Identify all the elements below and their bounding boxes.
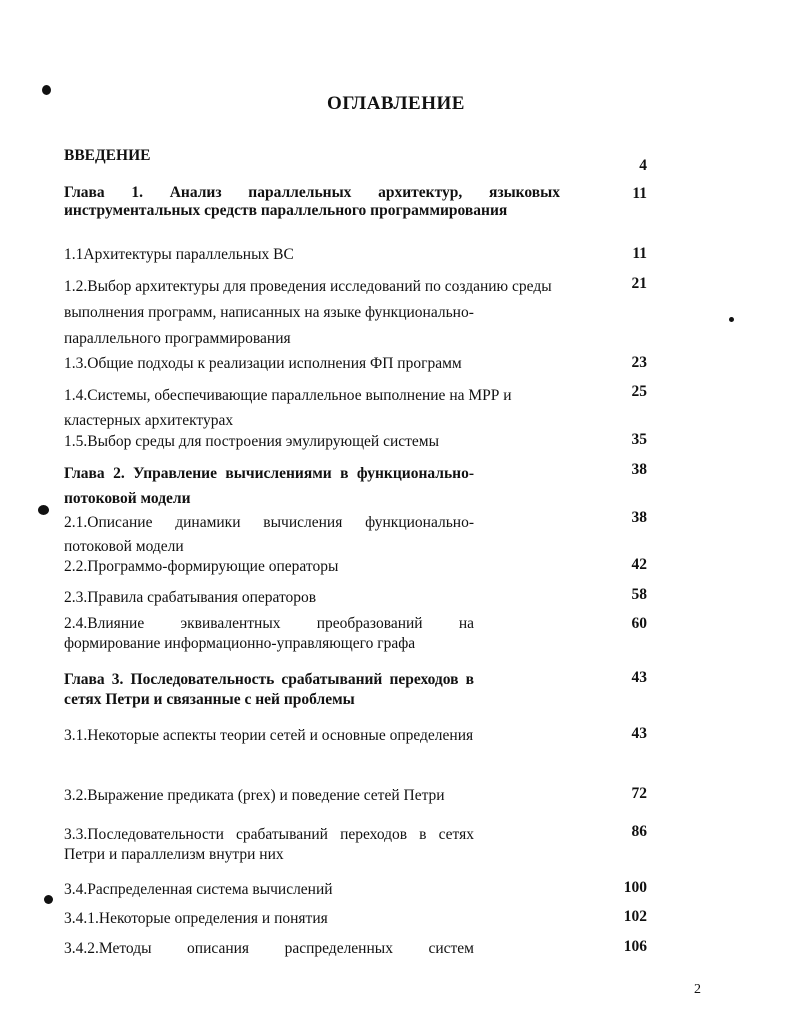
- toc-entry-text: 1.3.Общие подходы к реализации исполнения ФП программ: [64, 355, 462, 372]
- toc-entry-page: 11: [632, 245, 647, 262]
- scan-speck: [38, 505, 49, 515]
- toc-entry-page: 43: [631, 669, 647, 686]
- toc-entry-text: 2.1.Описание динамики вычисления функционально-потоковой модели: [64, 514, 474, 555]
- toc-entry-page: 102: [623, 908, 647, 925]
- toc-entry-text: ВВЕДЕНИЕ: [64, 147, 151, 164]
- toc-entry-page: 38: [631, 461, 647, 478]
- toc-entry-text: 3.4.2.Методы описания распределенных систем: [64, 940, 474, 957]
- toc-entry-text: 2.2.Программо-формирующие операторы: [64, 558, 339, 575]
- toc-entry-text: 3.1.Некоторые аспекты теории сетей и основные определения: [64, 727, 474, 744]
- toc-entry-page: 72: [631, 785, 647, 802]
- toc-entry-text: Глава 2. Управление вычислениями в функционально-потоковой модели: [64, 465, 474, 507]
- scan-speck: [42, 85, 51, 95]
- toc-entry-text: 1.5.Выбор среды для построения эмулирующей системы: [64, 433, 440, 450]
- page-title: ОГЛАВЛЕНИЕ: [327, 93, 465, 114]
- toc-entry-text: 3.3.Последовательности срабатываний переходов в сетях Петри и параллелизм внутри них: [64, 826, 474, 863]
- toc-entry-page: 35: [631, 431, 647, 448]
- scan-speck: [729, 317, 734, 322]
- page-number: 2: [694, 982, 701, 997]
- scan-speck: [44, 895, 53, 904]
- toc-entry-page: 21: [631, 275, 647, 292]
- toc-entry-page: 100: [623, 879, 647, 896]
- toc-entry-page: 60: [631, 615, 647, 632]
- toc-entry-page: 43: [631, 725, 647, 742]
- toc-entry-page: 106: [623, 938, 647, 955]
- toc-entry-page: 25: [631, 383, 647, 400]
- toc-entry-text: Глава 3. Последовательность срабатываний переходов в сетях Петри и связанные с ней проблемы: [64, 671, 474, 708]
- toc-entry-text: 2.3.Правила срабатывания операторов: [64, 589, 317, 606]
- toc-entry-text: 2.4.Влияние эквивалентных преобразований на формирование информационно-управляющего графа: [64, 615, 474, 652]
- toc-entry-page: 58: [631, 586, 647, 603]
- toc-entry-page: 86: [631, 823, 647, 840]
- toc-entry-page: 42: [631, 556, 647, 573]
- toc-entry-text: 1.4.Системы, обеспечивающие параллельное выполнение на МРР и кластерных архитектурах: [64, 387, 512, 429]
- toc-entry-text: 1.1Архитектуры параллельных ВС: [64, 246, 294, 263]
- toc-entry-text: Глава 1. Анализ параллельных архитектур, языковых инструментальных средств параллельного программирования: [64, 184, 560, 219]
- toc-entry-text: 3.2.Выражение предиката (prex) и поведение сетей Петри: [64, 787, 445, 804]
- toc-entry-text: 3.4.Распределенная система вычислений: [64, 881, 333, 898]
- toc-entry-page: 4: [639, 157, 647, 174]
- toc-entry-page: 11: [632, 185, 647, 202]
- toc-entry-text: 1.2.Выбор архитектуры для проведения исследований по созданию среды выполнения программ, написанных на языке функционально-параллельного программирования: [64, 278, 552, 347]
- toc-entry-page: 23: [631, 354, 647, 371]
- toc-entry-text: 3.4.1.Некоторые определения и понятия: [64, 910, 328, 927]
- toc-entry-page: 38: [631, 509, 647, 526]
